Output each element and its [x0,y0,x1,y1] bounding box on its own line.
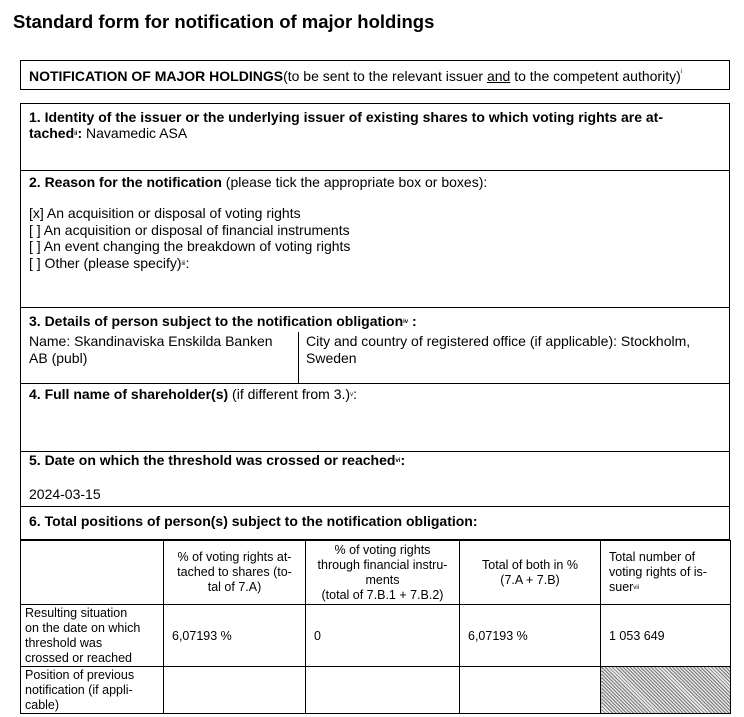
notification-note: (to be sent to the relevant issuer [283,68,487,84]
table-header-row [21,541,731,605]
section4-heading: 4. Full name of shareholder(s) [29,386,229,402]
section1-colon: : [77,125,83,141]
notification-header [20,60,730,90]
section2-note: (please tick the appropriate box or boxes): [221,174,488,190]
reason-option-breakdown: [ ] An event changing the breakdown of voting rights [29,238,351,254]
positions-table [20,540,731,714]
section1-ref: ii [74,131,78,137]
notification-and: and [486,68,511,84]
row-label-resulting-situation: Resulting situation on the date on which threshold was crossed or reached [21,605,164,667]
value-shares-percent: 6,07193 % [164,605,306,667]
threshold-date: 2024-03-15 [29,486,101,502]
page-title: Standard form for notification of major holdings [13,11,435,32]
value-total-percent: 6,07193 % [460,605,601,667]
section-issuer-identity [20,103,730,171]
section4-colon: : [353,386,357,402]
value-total-voting-rights: 1 053 649 [601,605,731,667]
col-header-shares: % of voting rights at- tached to shares (to- tal of 7.A) [164,541,306,605]
table-header-empty [21,541,164,605]
notification-heading: NOTIFICATION OF MAJOR HOLDINGS [29,68,284,84]
section-total-positions [20,507,730,540]
reason-option-voting-rights: [x] An acquisition or disposal of voting rights [29,205,301,221]
section6-heading: 6. Total positions of person(s) subject to the notification obligation: [29,513,478,529]
section4-ref: v [350,392,354,398]
col-header-total-voting-rights: Total number of voting rights of is- suer$^{vii}$ [601,541,731,605]
previous-total-cell [460,667,601,714]
value-financial-instruments-percent: 0 [306,605,460,667]
section1-heading-line2: tached [29,125,75,141]
row-label-previous-notification: Position of previous notification (if appli- cable) [21,667,164,714]
section-person-details [20,308,730,384]
person-city-country [306,333,721,367]
previous-voting-rights-hatched-cell [601,667,731,714]
section3-colon: : [408,313,417,329]
reason-option-other-ref: iii [181,260,186,267]
notification-note-2: to the competent authority) [510,68,681,84]
section5-heading: 5. Date on which the threshold was crossed or reached [29,452,396,468]
person-name-line2: AB (publ) [29,350,88,366]
col-header-financial-instruments: % of voting rights through financial instru- ments (total of 7.B.1 + 7.B.2) [306,541,460,605]
reason-option-financial-instruments: [ ] An acquisition or disposal of financial instruments [29,221,350,238]
section1-heading-line1: 1. Identity of the issuer or the underlying issuer of existing shares to which voting rights are at- [29,109,664,125]
person-city-line2: Sweden [306,350,357,366]
section5-colon: : [400,452,406,468]
reason-options [29,205,721,271]
person-name-line1: Name: Skandinaviska Enskilda Banken [29,333,273,349]
previous-financial-instruments-cell [306,667,460,714]
notification-ref: i [680,69,683,75]
section-shareholder-name [20,384,730,452]
section3-ref: iv [403,319,409,325]
section3-divider [298,332,299,384]
reason-option-other-colon: : [185,254,190,271]
col-header-total-both: Total of both in % (7.A + 7.B) [460,541,601,605]
person-city-line1: City and country of registered office (if applicable): Stockholm, [306,333,691,349]
issuer-name: Navamedic ASA [82,125,188,141]
section2-heading: 2. Reason for the notification [29,174,222,190]
section-threshold-date [20,452,730,507]
person-name [29,333,299,367]
reason-option-other-label: [ ] Other (please specify) [29,254,182,271]
table-row [21,605,731,667]
section4-note: (if different from 3.) [228,386,351,402]
section-reason [20,171,730,308]
reason-option-other [29,255,721,272]
table-row [21,667,731,714]
previous-shares-cell [164,667,306,714]
section3-heading: 3. Details of person subject to the notification obligation [29,313,404,329]
section5-ref: vi [395,458,401,464]
